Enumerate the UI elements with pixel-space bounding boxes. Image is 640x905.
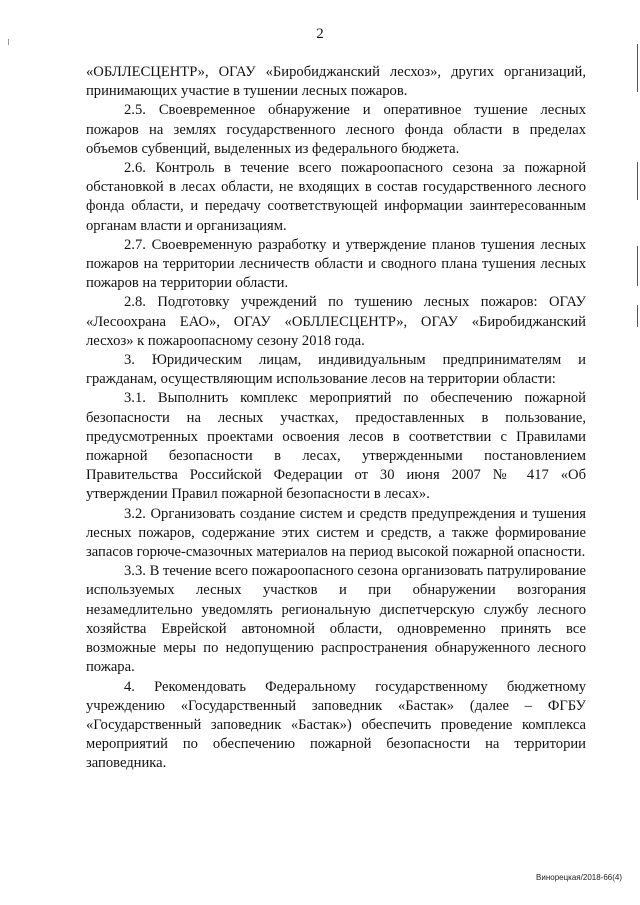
paragraph-3-2: 3.2. Организовать создание систем и средств предупреждения и тушения лесных пожаров, содержание этих систем и средств, а также формирование запасов горюче-смазочных материалов на период высокой пожарной опасности. (86, 505, 586, 561)
document-body (86, 63, 586, 774)
scan-edge-line (637, 162, 638, 200)
paragraph-continuation: «ОБЛЛЕСЦЕНТР», ОГАУ «Биробиджанский лесхоз», других организаций, принимающих участие в тушении лесных пожаров. (86, 64, 586, 100)
page-number: 2 (316, 26, 324, 42)
paragraph-4: 4. Рекомендовать Федеральному государственному бюджетному учреждению «Государственный заповедник «Бастак» (далее – ФГБУ «Государственный заповедник «Бастак») обеспечить проведение комплекса мероприятий по обеспечению пожарной безопасности на территории заповедника. (86, 678, 586, 772)
paragraph-3-1: 3.1. Выполнить комплекс мероприятий по обеспечению пожарной безопасности на лесных участках, предоставленных в пользование, предусмотренных проектами освоения лесов в соответствии с Правилами пожарной безопасности в лесах, утвержденными постановлением Правительства Российской Федерации от 30 июня 2007 № 417 «Об утверждении Правил пожарной безопасности в лесах». (86, 390, 586, 503)
paragraph-3-3: 3.3. В течение всего пожароопасного сезона организовать патрулирование используемых лесных участков и при обнаружении возгорания незамедлительно уведомлять региональную диспетчерскую службу лесного хозяйства Еврейской автономной области, одновременно принять все возможные меры по недопущению распространения обнаруженного лесного пожара. (86, 563, 586, 676)
scan-edge-line (637, 246, 638, 286)
document-footer-code: Винорецкая/2018-66(4) (536, 873, 622, 882)
paragraph-2-7: 2.7. Своевременную разработку и утверждение планов тушения лесных пожаров на территории лесничеств области и сводного плана тушения лесных пожаров на территории области. (86, 236, 586, 292)
paragraph-2-8: 2.8. Подготовку учреждений по тушению лесных пожаров: ОГАУ «Лесоохрана ЕАО», ОГАУ «ОБЛЛЕСЦЕНТР», ОГАУ «Биробиджанский лесхоз» к пожароопасному сезону 2018 года. (86, 294, 586, 349)
paragraph-2-6: 2.6. Контроль в течение всего пожароопасного сезона за пожарной обстановкой в лесах области, не входящих в состав государственного лесного фонда области, и передачу соответствующей информации заинтересованным органам власти и организациям. (86, 160, 586, 234)
scan-edge-line (637, 44, 638, 92)
paragraph-3: 3. Юридическим лицам, индивидуальным предпринимателям и гражданам, осуществляющим использование лесов на территории области: (86, 352, 586, 388)
scan-edge-line (637, 305, 638, 327)
paragraph-2-5: 2.5. Своевременное обнаружение и оперативное тушение лесных пожаров на землях государственного лесного фонда области в пределах объемов субвенций, выделенных из федерального бюджета. (86, 102, 586, 157)
